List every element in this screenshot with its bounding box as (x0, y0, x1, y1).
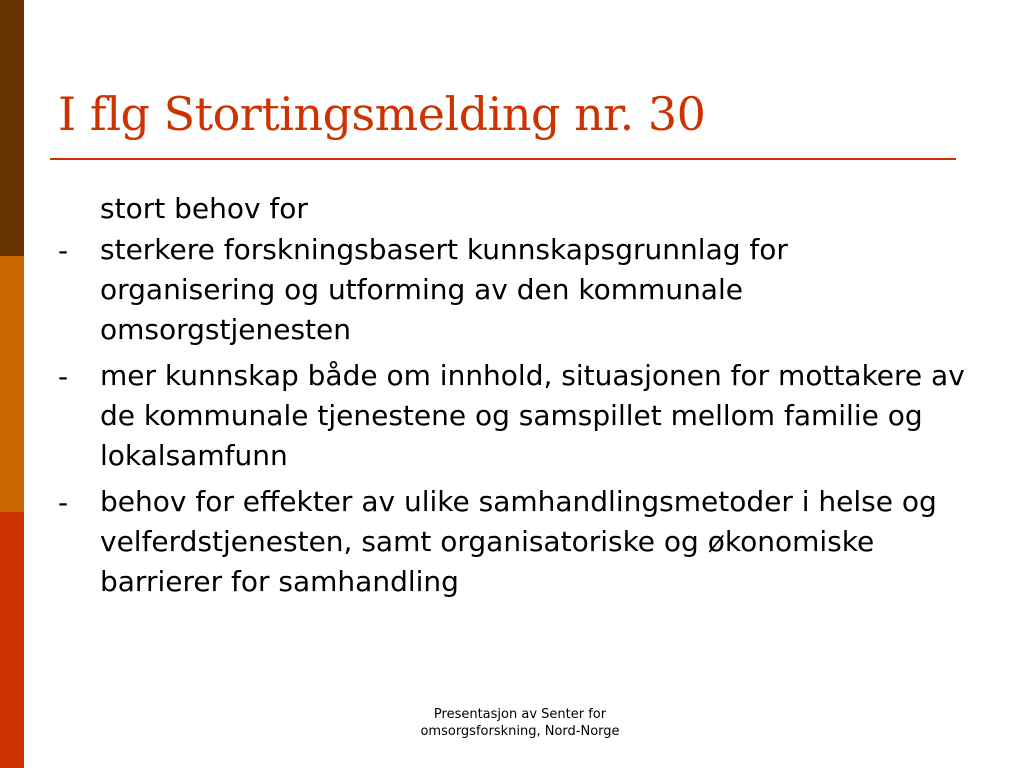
bullet-item (58, 482, 970, 602)
intro-text: stort behov for (100, 192, 308, 225)
footer-line-2: omsorgsforskning, Nord-Norge (420, 724, 620, 739)
bullet-text: behov for effekter av ulike samhandlingsmetoder i helse og velferdstjenesten, samt organisatoriske og økonomiske barrierer for samhandling (100, 485, 937, 598)
bullet-item (58, 230, 970, 350)
bullet-marker: - (58, 486, 69, 519)
slide-footer (360, 706, 680, 740)
bullet-text: mer kunnskap både om innhold, situasjonen for mottakere av de kommunale tjenestene og samspillet mellom familie og lokalsamfunn (100, 359, 965, 472)
slide-title: I flg Stortingsmelding nr. 30 (58, 87, 706, 141)
bullet-marker: - (58, 234, 69, 267)
decorative-stripe-top (0, 0, 24, 256)
slide-body (58, 188, 970, 602)
bullet-text: sterkere forskningsbasert kunnskapsgrunnlag for organisering og utforming av den kommunale omsorgstjenesten (100, 233, 788, 346)
decorative-stripe-bottom (0, 512, 24, 768)
footer-line-1: Presentasjon av Senter for (433, 707, 607, 722)
bullet-marker: - (58, 360, 69, 393)
decorative-stripe-middle (0, 256, 24, 512)
bullet-item (58, 356, 970, 476)
title-underline (50, 158, 956, 160)
